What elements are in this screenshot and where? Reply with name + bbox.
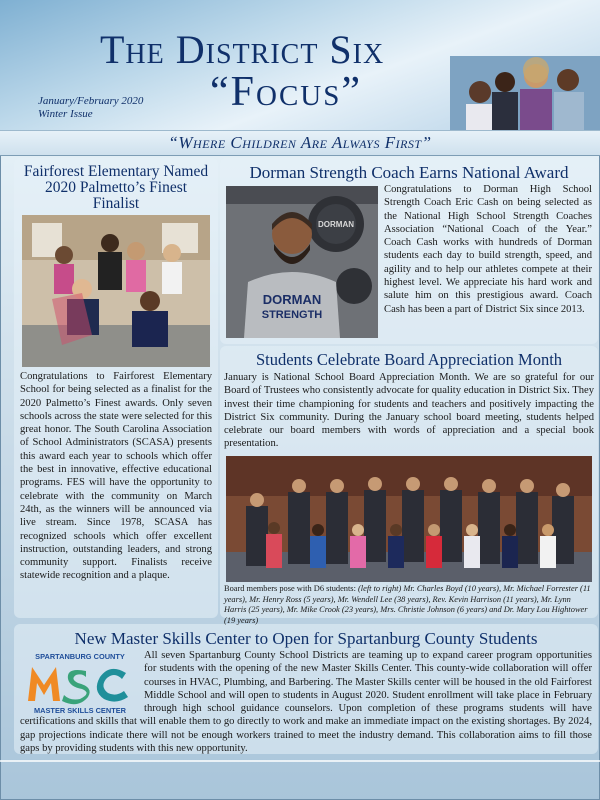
msc-body-wrap xyxy=(20,649,592,755)
newsletter-title-line1: The District Six xyxy=(100,27,385,72)
board-caption-lead: Board members pose with D6 students: xyxy=(224,584,356,593)
board-caption-detail: (left to right) Mr. Charles Boyd (10 years), Mr. Michael Forrester (11 years), Mr. Henry Ross (5 years), Mr. Wendell Lee (38 years), Rev. Kevin Harrison (11 years), Mr. Lynn Harris (25 years), Mr. Mike Crook (23 years), Mrs. Christie Johnson (6 years) and Dr. Mary Lou Hightower (19 years) xyxy=(224,584,591,625)
msc-logo-top: SPARTANBURG COUNTY xyxy=(35,652,125,661)
msc-heading: New Master Skills Center to Open for Spartanburg County Students xyxy=(74,629,538,648)
fairforest-photo xyxy=(22,215,210,367)
newsletter-title-line2: “Focus” xyxy=(210,69,362,115)
issue-info xyxy=(38,95,143,121)
board-photo xyxy=(226,456,592,582)
tagline: “Where Children Are Always First” xyxy=(168,133,432,152)
issue-date: January/February 2020 xyxy=(38,95,144,107)
issue-name: Winter Issue xyxy=(38,108,93,120)
board-caption xyxy=(224,584,594,626)
msc-logo-spacer xyxy=(20,649,140,715)
board-body: January is National School Board Appreciation Month. We are so grateful for our Board of Trustees who consistently advocate for quality education in District Six. They invest their time championing for students and teachers and positively impacting the District Six community. During the January school board meeting, students helped celebrate our board members with words of appreciation and a special book presentation. xyxy=(224,372,594,450)
fairforest-heading: Fairforest Elementary Named 2020 Palmetto’s Finest Finalist xyxy=(23,163,209,212)
dorman-photo xyxy=(226,186,378,338)
masthead-photo-graphic xyxy=(450,56,600,130)
fairforest-photo-graphic xyxy=(22,215,210,367)
board-heading: Students Celebrate Board Appreciation Month xyxy=(255,350,563,369)
shirt-line1: DORMAN xyxy=(262,292,322,307)
bottom-rule xyxy=(0,760,600,762)
msc-logo-bottom: MASTER SKILLS CENTER xyxy=(34,706,126,715)
msc-body: All seven Spartanburg County School Districts are teaming up to expand career program opportunities for students with the opening of the new Master Skills Center. This county-wide collaboration will offer courses in HVAC, Plumbing, and Barbering. The Master Skills center will be housed in the old Fairforest Middle School and will open to students in August 2020. Student enrollment will take place in February through high school guidance counselors. Upon completion of these programs students will have certifications and skills that will enable them to go directly to work and make an immediate impact on the existing shortages. By 2024, gap projections indicate there will not be enough workers trained to meet the industry demand. This collaboration aims to fill those gaps by providing students with this new opportunity. xyxy=(20,650,592,755)
plate-text: DORMAN xyxy=(318,220,354,229)
dorman-body: Congratulations to Dorman High School Strength Coach Eric Cash on being selected as the National High School Strength Coaches Association “National Coach of the Year.” Coach Cash works with hundreds of Dorman students each day to build strength, speed, and agility and to help our athletes compete at their highest level. We appreciate his hard work and salute him on this prestigious award. Coach Cash has been a part of District Six since 2013. xyxy=(384,184,592,315)
dorman-heading: Dorman Strength Coach Earns National Award xyxy=(249,163,569,182)
board-photo-graphic xyxy=(226,456,592,582)
shirt-line2: STRENGTH xyxy=(261,309,323,321)
fairforest-body: Congratulations to Fairforest Elementary School for being selected as a finalist for the 2020 Palmetto’s Finest awards. Only seven schools across the state were selected for this great honor. The South Carolina Association of School Administrators (SCASA) presents this award each year to schools which offer the best in innovative, effective educational programs. FES will have the opportunity to celebrate with the community on March 24th, as the winners will be announced via live stream. Since 1978, SCASA has recognized schools which offer excellent instruction, outstanding leaders, and strong community support. Finalists receive statewide recognition and a plaque. xyxy=(20,371,212,582)
masthead-photo xyxy=(450,56,600,130)
dorman-photo-graphic xyxy=(226,186,378,338)
